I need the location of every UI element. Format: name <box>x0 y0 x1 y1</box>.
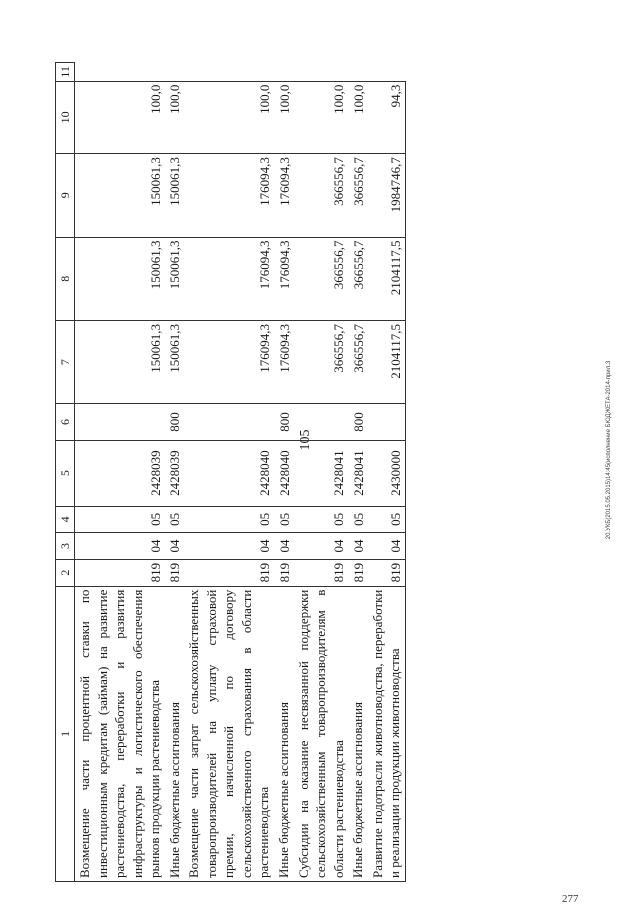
header-col-2: 2 <box>56 559 75 586</box>
cell-subsection: 05 <box>348 506 368 533</box>
cell-expense-type <box>184 404 274 440</box>
cell-ministry-code: 819 <box>184 559 274 586</box>
cell-percent: 100,0 <box>294 81 349 154</box>
cell-value-9: 2104117,5 <box>368 237 406 320</box>
cell-percent: 94,3 <box>368 81 406 154</box>
table-row <box>294 63 349 882</box>
header-col-5: 5 <box>56 440 75 506</box>
cell-value-10: 150061,3 <box>165 154 185 237</box>
cell-percent: 100,0 <box>165 81 185 154</box>
cell-value-8: 2104117,5 <box>368 320 406 403</box>
cell-subsection: 05 <box>184 506 274 533</box>
budget-table <box>55 62 406 882</box>
cell-target-article: 2428039 <box>75 440 165 506</box>
cell-section: 04 <box>274 533 294 560</box>
cell-expense-type <box>368 404 406 440</box>
cell-target-article: 2428040 <box>184 440 274 506</box>
cell-value-8: 150061,3 <box>75 320 165 403</box>
cell-value-8: 366556,7 <box>294 320 349 403</box>
header-col-3: 3 <box>56 533 75 560</box>
cell-section: 04 <box>165 533 185 560</box>
cell-section: 04 <box>75 533 165 560</box>
cell-value-9: 150061,3 <box>75 237 165 320</box>
cell-subsection: 05 <box>274 506 294 533</box>
cell-expense-type <box>75 404 165 440</box>
header-col-8: 8 <box>56 237 75 320</box>
cell-value-10: 176094,3 <box>184 154 274 237</box>
table-header-row <box>56 63 75 882</box>
cell-value-10: 366556,7 <box>294 154 349 237</box>
header-col-7: 7 <box>56 320 75 403</box>
cell-target-article: 2428039 <box>165 440 185 506</box>
cell-subsection: 05 <box>294 506 349 533</box>
cell-ministry-code: 819 <box>294 559 349 586</box>
cell-value-8: 366556,7 <box>348 320 368 403</box>
cell-subsection: 05 <box>165 506 185 533</box>
row-description: Иные бюджетные ассигнования <box>274 586 294 881</box>
cell-value-9: 150061,3 <box>165 237 185 320</box>
cell-expense-type <box>294 404 349 440</box>
cell-value-9: 366556,7 <box>294 237 349 320</box>
table-row <box>368 63 406 882</box>
cell-section: 04 <box>368 533 406 560</box>
cell-value-8: 176094,3 <box>274 320 294 403</box>
cell-percent: 100,0 <box>75 81 165 154</box>
page-number: 105 <box>298 429 313 451</box>
cell-target-article: 2428040 <box>274 440 294 506</box>
rotated-page-content <box>55 62 575 882</box>
header-col-9: 9 <box>56 154 75 237</box>
header-col-4: 4 <box>56 506 75 533</box>
table-row <box>75 63 165 882</box>
cell-section: 04 <box>184 533 274 560</box>
cell-expense-type: 800 <box>274 404 294 440</box>
table-row <box>184 63 274 882</box>
row-description: Возмещение части затрат сельскохозяйственных товаропроизводителей на уплату страховой премии, начисленной по договору сельскохозяйственного страхования в области растениеводства <box>184 586 274 881</box>
side-note: 20.УКБ(2015.05.2015)14:45(исполнение БЮДЖЕТА-2014-прил.3 <box>606 360 612 540</box>
header-col-10: 10 <box>56 81 75 154</box>
table-row <box>274 63 294 882</box>
cell-percent: 100,0 <box>348 81 368 154</box>
row-description: Иные бюджетные ассигнования <box>165 586 185 881</box>
cell-value-9: 366556,7 <box>348 237 368 320</box>
cell-target-article: 2428041 <box>294 440 349 506</box>
cell-value-9: 176094,3 <box>274 237 294 320</box>
cell-section: 04 <box>348 533 368 560</box>
header-col-11: 11 <box>56 63 75 82</box>
cell-percent: 100,0 <box>184 81 274 154</box>
footer-page-number: 277 <box>562 893 579 905</box>
cell-ministry-code: 819 <box>274 559 294 586</box>
cell-target-article: 2430000 <box>368 440 406 506</box>
table-row <box>348 63 368 882</box>
table-row <box>165 63 185 882</box>
cell-value-8: 176094,3 <box>184 320 274 403</box>
cell-value-9: 176094,3 <box>184 237 274 320</box>
header-col-1: 1 <box>56 586 75 881</box>
cell-value-8: 150061,3 <box>165 320 185 403</box>
row-description: Развитие подотрасли животноводства, переработки и реализации продукции животноводства <box>368 586 406 881</box>
cell-value-10: 150061,3 <box>75 154 165 237</box>
row-description: Иные бюджетные ассигнования <box>348 586 368 881</box>
header-col-6: 6 <box>56 404 75 440</box>
cell-ministry-code: 819 <box>75 559 165 586</box>
cell-expense-type: 800 <box>165 404 185 440</box>
cell-subsection: 05 <box>75 506 165 533</box>
row-description: Возмещение части процентной ставки по инвестиционным кредитам (займам) на развитие растениеводства, переработки и развития инфраструктуры и логистического обеспечения рынков продукции растениеводства <box>75 586 165 881</box>
row-description: Субсидии на оказание несвязанной поддержки сельскохозяйственным товаропроизводителям в области растениеводства <box>294 586 349 881</box>
cell-ministry-code: 819 <box>165 559 185 586</box>
cell-value-10: 1984746,7 <box>368 154 406 237</box>
cell-section: 04 <box>294 533 349 560</box>
cell-percent: 100,0 <box>274 81 294 154</box>
cell-target-article: 2428041 <box>348 440 368 506</box>
cell-expense-type: 800 <box>348 404 368 440</box>
cell-value-10: 176094,3 <box>274 154 294 237</box>
cell-subsection: 05 <box>368 506 406 533</box>
cell-value-10: 366556,7 <box>348 154 368 237</box>
cell-ministry-code: 819 <box>368 559 406 586</box>
cell-ministry-code: 819 <box>348 559 368 586</box>
